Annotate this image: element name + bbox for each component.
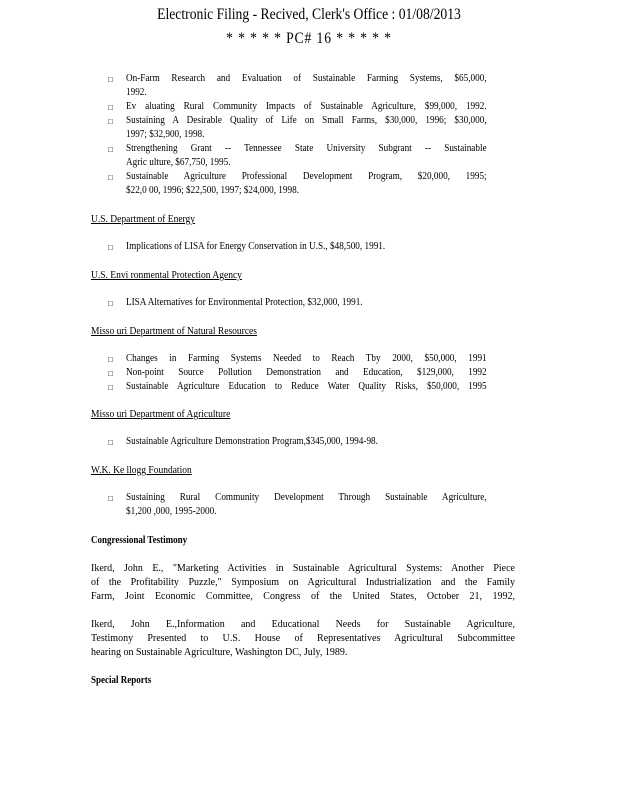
pc-number-header: * * * * * PC# 16 * * * * *	[226, 30, 392, 47]
bullet-icon: □	[108, 383, 113, 392]
bullet-icon: □	[108, 369, 113, 378]
bullet-icon: □	[108, 243, 113, 252]
list-item: Changes in Farming Systems Needed to Reach Tby 2000, $50,000, 1991	[126, 353, 487, 364]
list-item: On-Farm Research and Evaluation of Sustainable Farming Systems, $65,000, 1992.	[126, 73, 487, 98]
filing-header: Electronic Filing - Recived, Clerk's Office : 01/08/2013	[157, 6, 461, 23]
list-item: Implications of LISA for Energy Conservation in U.S., $48,500, 1991.	[126, 241, 386, 252]
list-item: Sustainable Agriculture Education to Reduce Water Quality Risks, $50,000, 1995	[126, 381, 487, 392]
list-item: Sustaining Rural Community Development Through Sustainable Agriculture, $1,200 ,000, 1995-2000.	[126, 492, 487, 517]
bullet-icon: □	[108, 173, 113, 182]
section-heading-mo-dnr: Misso uri Department of Natural Resources	[91, 326, 257, 337]
bullet-icon: □	[108, 75, 113, 84]
list-item: Ev aluating Rural Community Impacts of Sustainable Agriculture, $99,000, 1992.	[126, 101, 487, 112]
list-item: Sustainable Agriculture Demonstration Program,$345,000, 1994-98.	[126, 436, 378, 447]
bullet-icon: □	[108, 355, 113, 364]
section-heading-mo-agriculture: Misso uri Department of Agriculture	[91, 409, 231, 420]
bullet-icon: □	[108, 494, 113, 503]
list-item: Non-point Source Pollution Demonstration and Education, $129,000, 1992	[126, 367, 487, 378]
list-item: Strengthening Grant -- Tennessee State University Subgrant -- Sustainable Agric ulture, $67,750, 1995.	[126, 143, 487, 168]
list-item: Sustaining A Desirable Quality of Life on Small Farms, $30,000, 1996; $30,000, 1997; $32,900, 1998.	[126, 115, 487, 140]
list-item: Sustainable Agriculture Professional Development Program, $20,000, 1995; $22,0 00, 1996; $22,500, 1997; $24,000, 1998.	[126, 171, 487, 196]
bullet-icon: □	[108, 117, 113, 126]
bullet-icon: □	[108, 103, 113, 112]
testimony-paragraph: Ikerd, John E., "Marketing Activities in Sustainable Agricultural Systems: Another Piece of the Profitability Puzzle," Symposium on Agricultural Industrialization and the Family Farm, Joint Economic Committee, Congress of the United States, October 21, 1992,	[91, 563, 515, 602]
special-reports-heading: Special Reports	[91, 675, 152, 686]
testimony-paragraph: Ikerd, John E.,Information and Educational Needs for Sustainable Agriculture, Testimony Presented to U.S. House of Representatives Agricultural Subcommittee hearing on Sustainable Agriculture, Washington DC, July, 1989.	[91, 619, 515, 658]
section-heading-energy: U.S. Department of Energy	[91, 214, 196, 225]
congressional-testimony-heading: Congressional Testimony	[91, 535, 188, 546]
bullet-icon: □	[108, 438, 113, 447]
section-heading-kellogg: W.K. Ke llogg Foundation	[91, 465, 192, 476]
bullet-icon: □	[108, 145, 113, 154]
list-item: LISA Alternatives for Environmental Protection, $32,000, 1991.	[126, 297, 363, 308]
section-heading-epa: U.S. Envi ronmental Protection Agency	[91, 270, 242, 281]
bullet-icon: □	[108, 299, 113, 308]
